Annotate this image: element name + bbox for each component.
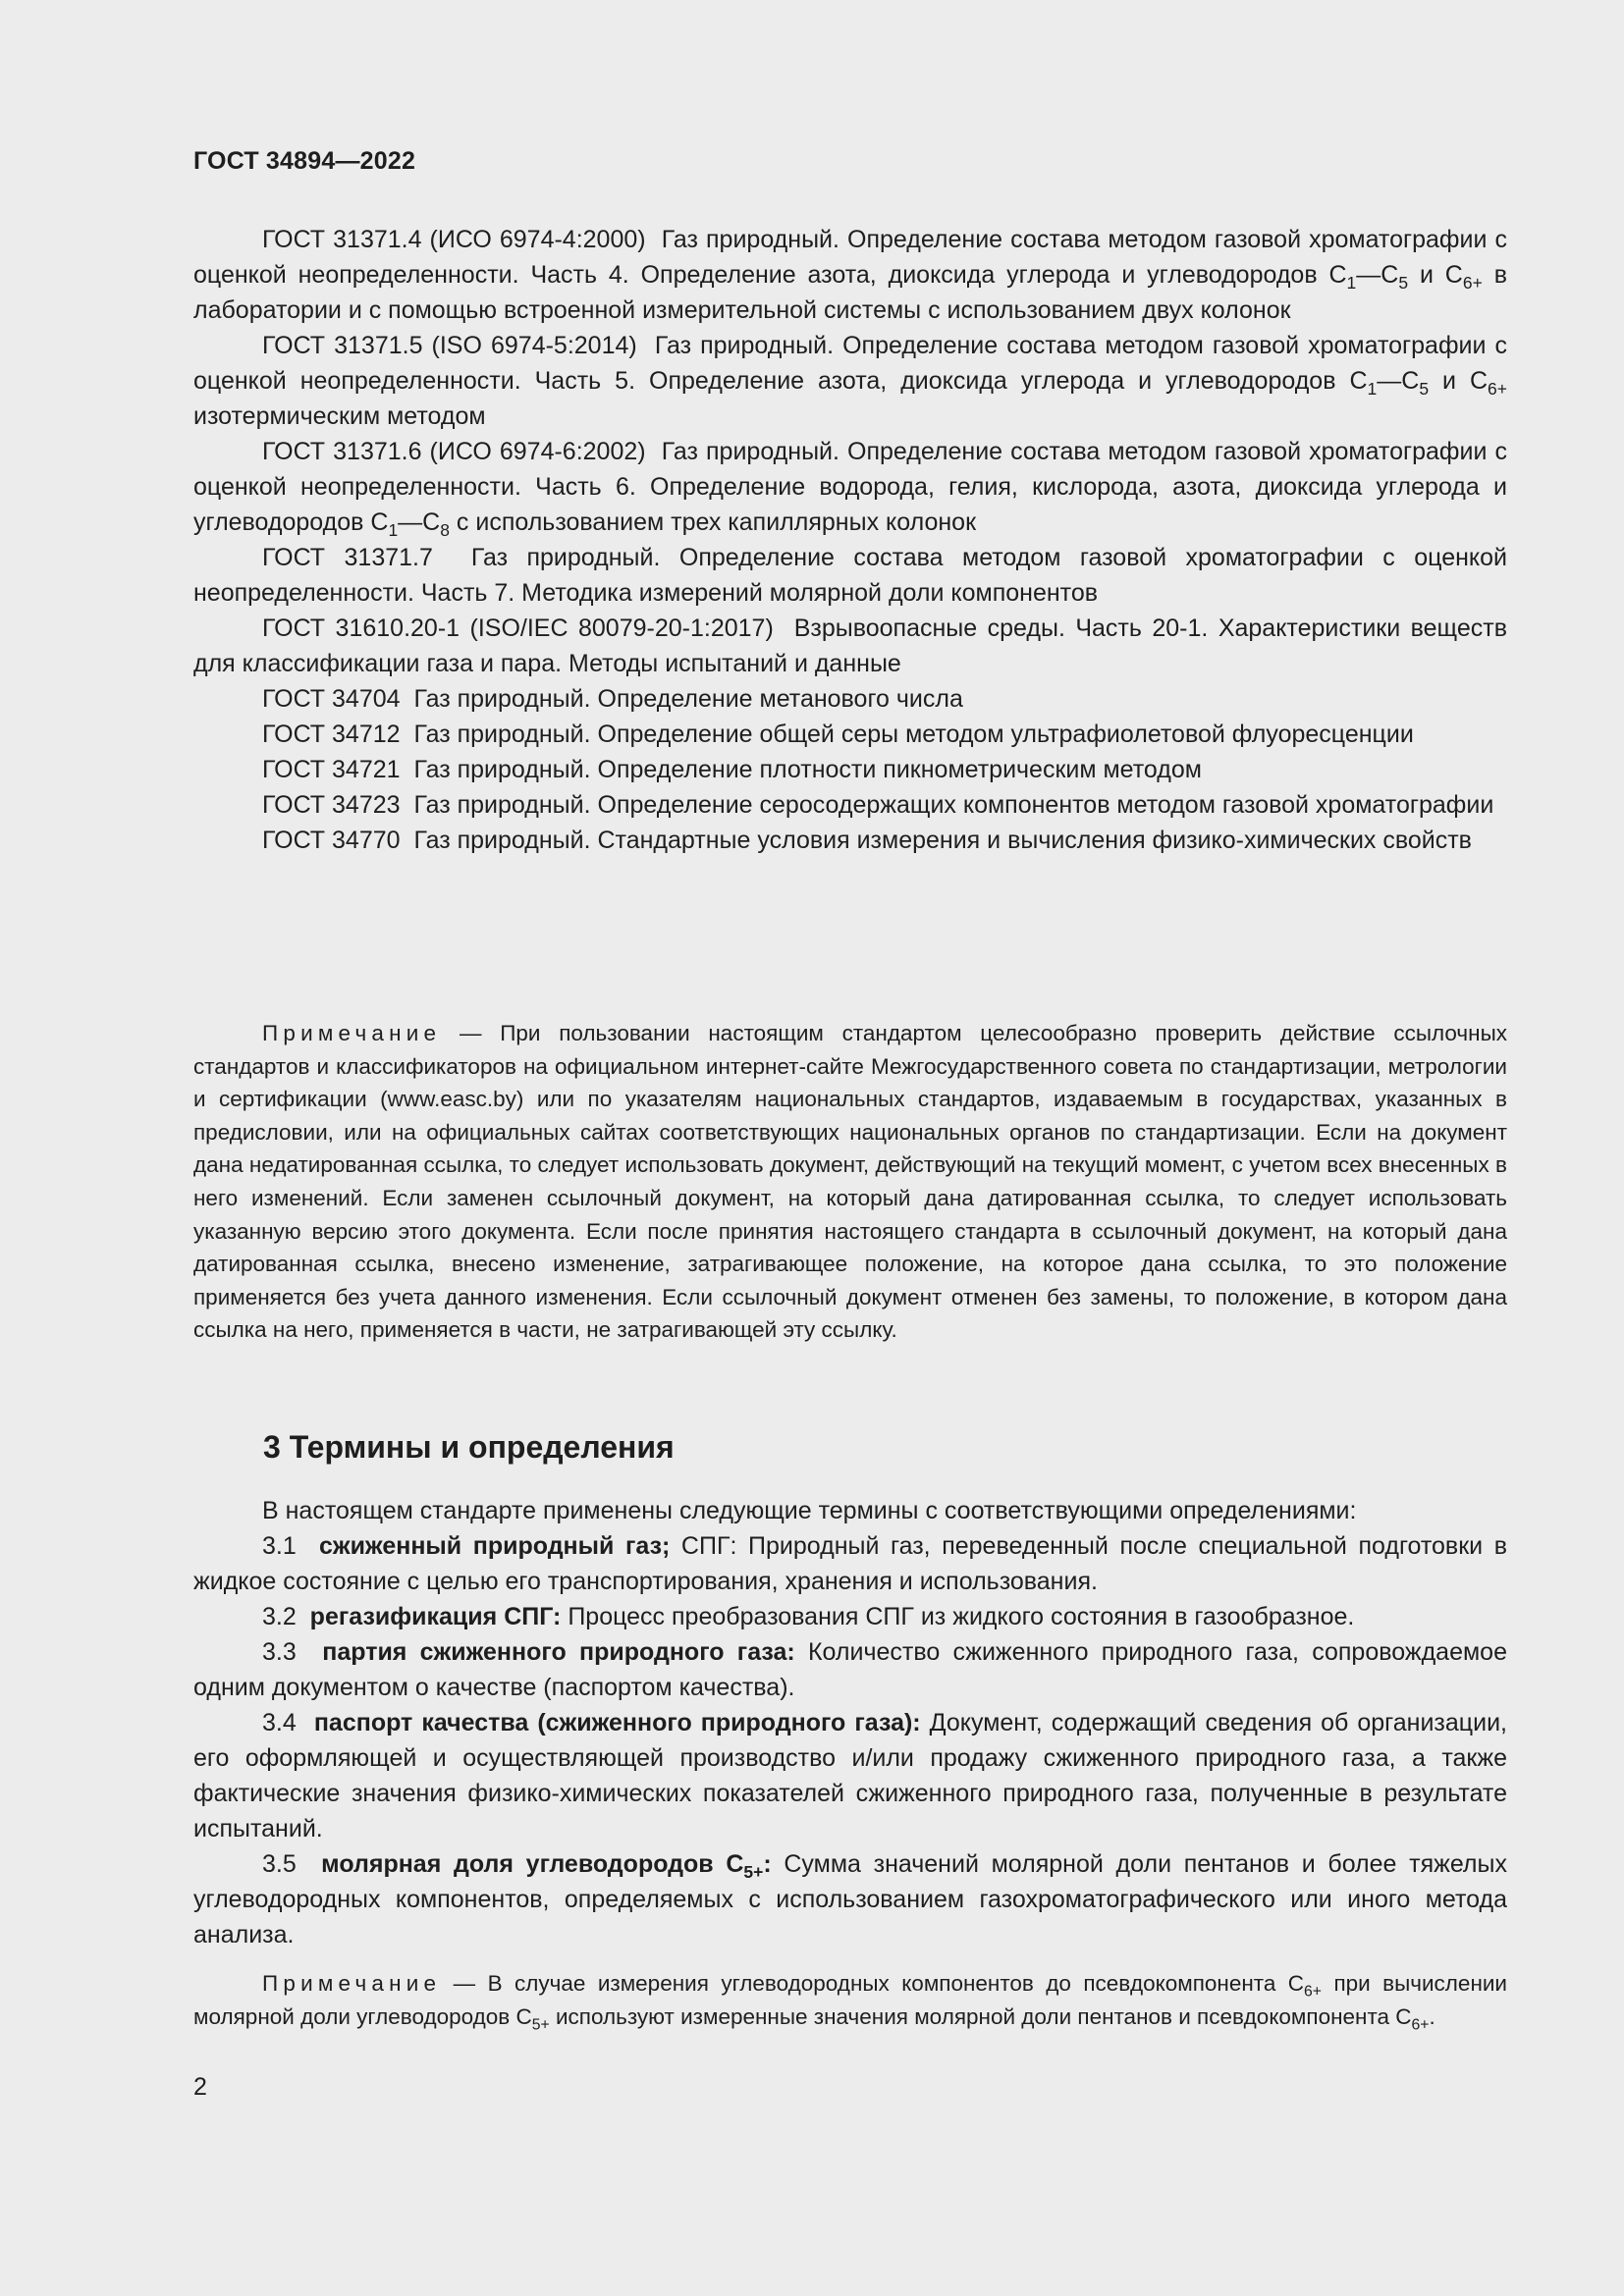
term-name: регазификация СПГ:: [309, 1603, 562, 1630]
note-paragraph: [193, 1967, 1507, 2033]
reference-code: ГОСТ 31371.7: [262, 544, 433, 571]
reference-code: ГОСТ 31371.4 (ИСО 6974-4:2000): [262, 226, 646, 253]
subscript: 6+: [1411, 2016, 1430, 2034]
note-text: — При пользовании настоящим стандартом целесообразно проверить действие ссылочных стандартов и классификаторов на официальном интернет-сайте Межгосударственного совета по стандартизации, метрологии и сертификации (www.easc.by) или по указателям национальных стандартов, издаваемым в государствах, указанных в предисловии, или на официальных сайтах соответствующих национальных органов по стандартизации. Если на документ дана недатированная ссылка, то следует использовать документ, действующий на текущий момент, с учетом всех внесенных в него изменений. Если заменен ссылочный документ, на который дана датированная ссылка, то следует использовать указанную версию этого документа. Если после принятия настоящего стандарта в ссылочный документ, на который дана датированная ссылка, внесено изменение, затрагивающее положение, на которое дана ссылка, то это положение применяется без учета данного изменения. Если ссылочный документ отменен без замены, то положение, в котором дана ссылка на него, применяется в части, не затрагивающей эту ссылку.: [193, 1021, 1507, 1343]
reference-title-part: с использованием трех капиллярных колонок: [449, 508, 977, 536]
reference-code: ГОСТ 31610.20-1 (ISO/IEC 80079-20-1:2017): [262, 614, 774, 642]
term-number: 3.3: [262, 1638, 297, 1666]
note-text: .: [1429, 2003, 1435, 2029]
reference-code: ГОСТ 34723: [262, 791, 401, 819]
term-entry: [193, 1599, 1507, 1634]
reference-title-part: в лаборатории и с помощью встроенной измерительной системы с использованием двух колонок: [193, 261, 1507, 324]
document-header: ГОСТ 34894—2022: [193, 147, 416, 175]
reference-entry: [193, 328, 1507, 434]
terms-note: [193, 1967, 1507, 2033]
subscript: 1: [1367, 379, 1378, 400]
note-text: — В случае измерения углеводородных компонентов до псевдокомпонента C: [441, 1971, 1305, 1996]
reference-title-part: и C: [1429, 367, 1489, 395]
reference-entry: [193, 611, 1507, 681]
term-definition: Количество сжиженного природного газа, сопровождаемое одним документом о качестве (паспортом качества).: [193, 1638, 1507, 1701]
term-definition: Процесс преобразования СПГ из жидкого состояния в газообразное.: [561, 1603, 1355, 1630]
term-entry: [193, 1705, 1507, 1846]
section-title: 3 Термины и определения: [263, 1429, 675, 1465]
term-number: 3.1: [262, 1532, 297, 1560]
subscript: 6+: [1462, 273, 1483, 294]
reference-title-part: —C: [1377, 367, 1420, 395]
reference-title-part: —C: [1356, 261, 1399, 289]
reference-entry: [193, 681, 1507, 717]
page-number: 2: [193, 2073, 207, 2101]
term-name: паспорт качества (сжиженного природного газа):: [313, 1709, 921, 1736]
reference-title: Газ природный. Определение плотности пикнометрическим методом: [413, 756, 1202, 783]
subscript: 6+: [1488, 379, 1507, 400]
reference-entry: [193, 434, 1507, 540]
term-entry: [193, 1528, 1507, 1599]
subscript: 5+: [743, 1862, 764, 1883]
reference-title: Газ природный. Определение состава методом газовой хроматографии с оценкой неопределенности. Часть 4. Определение азота, диоксида углерода и углеводородов C: [193, 226, 1507, 289]
reference-entry: [193, 823, 1507, 858]
reference-code: ГОСТ 31371.5 (ISO 6974-5:2014): [262, 332, 637, 359]
note-label: Примечание: [262, 1021, 442, 1045]
reference-code: ГОСТ 31371.6 (ИСО 6974-6:2002): [262, 438, 646, 465]
subscript: 8: [440, 520, 450, 541]
reference-title-part: изотермическим методом: [193, 402, 486, 430]
reference-code: ГОСТ 34721: [262, 756, 401, 783]
term-name: сжиженный природный газ;: [318, 1532, 671, 1560]
subscript: 5: [1419, 379, 1430, 400]
subscript: 5+: [531, 2016, 550, 2034]
reference-title: Газ природный. Определение серосодержащих компонентов методом газовой хроматографии: [413, 791, 1494, 819]
term-name: [321, 1850, 772, 1883]
term-number: 3.2: [262, 1603, 297, 1630]
term-number: 3.5: [262, 1850, 297, 1878]
reference-code: ГОСТ 34770: [262, 827, 401, 854]
section-intro: В настоящем стандарте применены следующие термины с соответствующими определениями:: [262, 1497, 1357, 1524]
reference-title: Газ природный. Определение метанового числа: [413, 685, 963, 713]
reference-title: Газ природный. Стандартные условия измерения и вычисления физико-химических свойств: [413, 827, 1472, 854]
reference-title-part: и C: [1408, 261, 1463, 289]
term-name: партия сжиженного природного газа:: [322, 1638, 795, 1666]
subscript: 5: [1398, 273, 1409, 294]
reference-title: Газ природный. Определение состава методом газовой хроматографии с оценкой неопределенности. Часть 7. Методика измерений молярной доли компонентов: [193, 544, 1507, 607]
term-definition: Сумма значений молярной доли пентанов и более тяжелых углеводородных компонентов, определяемых с использованием газохроматографического или иного метода анализа.: [193, 1850, 1507, 1949]
reference-entry: [193, 222, 1507, 328]
terms-section: [193, 1493, 1507, 1952]
references-note: [193, 1017, 1507, 1347]
reference-entry: [193, 717, 1507, 752]
reference-title: Газ природный. Определение состава методом газовой хроматографии с оценкой неопределенности. Часть 5. Определение азота, диоксида углерода и углеводородов C: [193, 332, 1508, 395]
reference-code: ГОСТ 34704: [262, 685, 401, 713]
term-name-tail: :: [763, 1850, 772, 1878]
reference-title-part: —C: [398, 508, 441, 536]
note-paragraph: [193, 1017, 1507, 1347]
note-text: при вычислении молярной доли углеводородов C: [193, 1971, 1508, 2029]
subscript: 1: [1346, 273, 1357, 294]
term-definition: СПГ: Природный газ, переведенный после специальной подготовки в жидкое состояние с целью его транспортирования, хранения и использования.: [193, 1532, 1507, 1595]
note-text: используют измеренные значения молярной доли пентанов и псевдокомпонента C: [549, 2003, 1412, 2029]
term-entry: [193, 1846, 1507, 1952]
subscript: 1: [388, 520, 399, 541]
reference-title: Газ природный. Определение общей серы методом ультрафиолетовой флуоресценции: [413, 721, 1414, 748]
term-definition: Документ, содержащий сведения об организации, его оформляющей и осуществляющей производство и/или продажу сжиженного природного газа, а также фактические значения физико-химических показателей сжиженного природного газа, полученные в результате испытаний.: [193, 1709, 1507, 1842]
reference-title: Газ природный. Определение состава методом газовой хроматографии с оценкой неопределенности. Часть 6. Определение водорода, гелия, кислорода, азота, диоксида углерода и углеводородов C: [193, 438, 1507, 536]
reference-title: Взрывоопасные среды. Часть 20-1. Характеристики веществ для классификации газа и пара. Методы испытаний и данные: [193, 614, 1507, 677]
term-number: 3.4: [262, 1709, 297, 1736]
note-label: Примечание: [262, 1971, 442, 1996]
reference-entry: [193, 787, 1507, 823]
reference-code: ГОСТ 34712: [262, 721, 401, 748]
normative-references-list: [193, 222, 1507, 858]
term-name-text: молярная доля углеводородов C: [321, 1850, 744, 1878]
subscript: 6+: [1304, 1983, 1323, 2001]
term-entry: [193, 1634, 1507, 1705]
reference-entry: [193, 752, 1507, 787]
reference-entry: [193, 540, 1507, 611]
